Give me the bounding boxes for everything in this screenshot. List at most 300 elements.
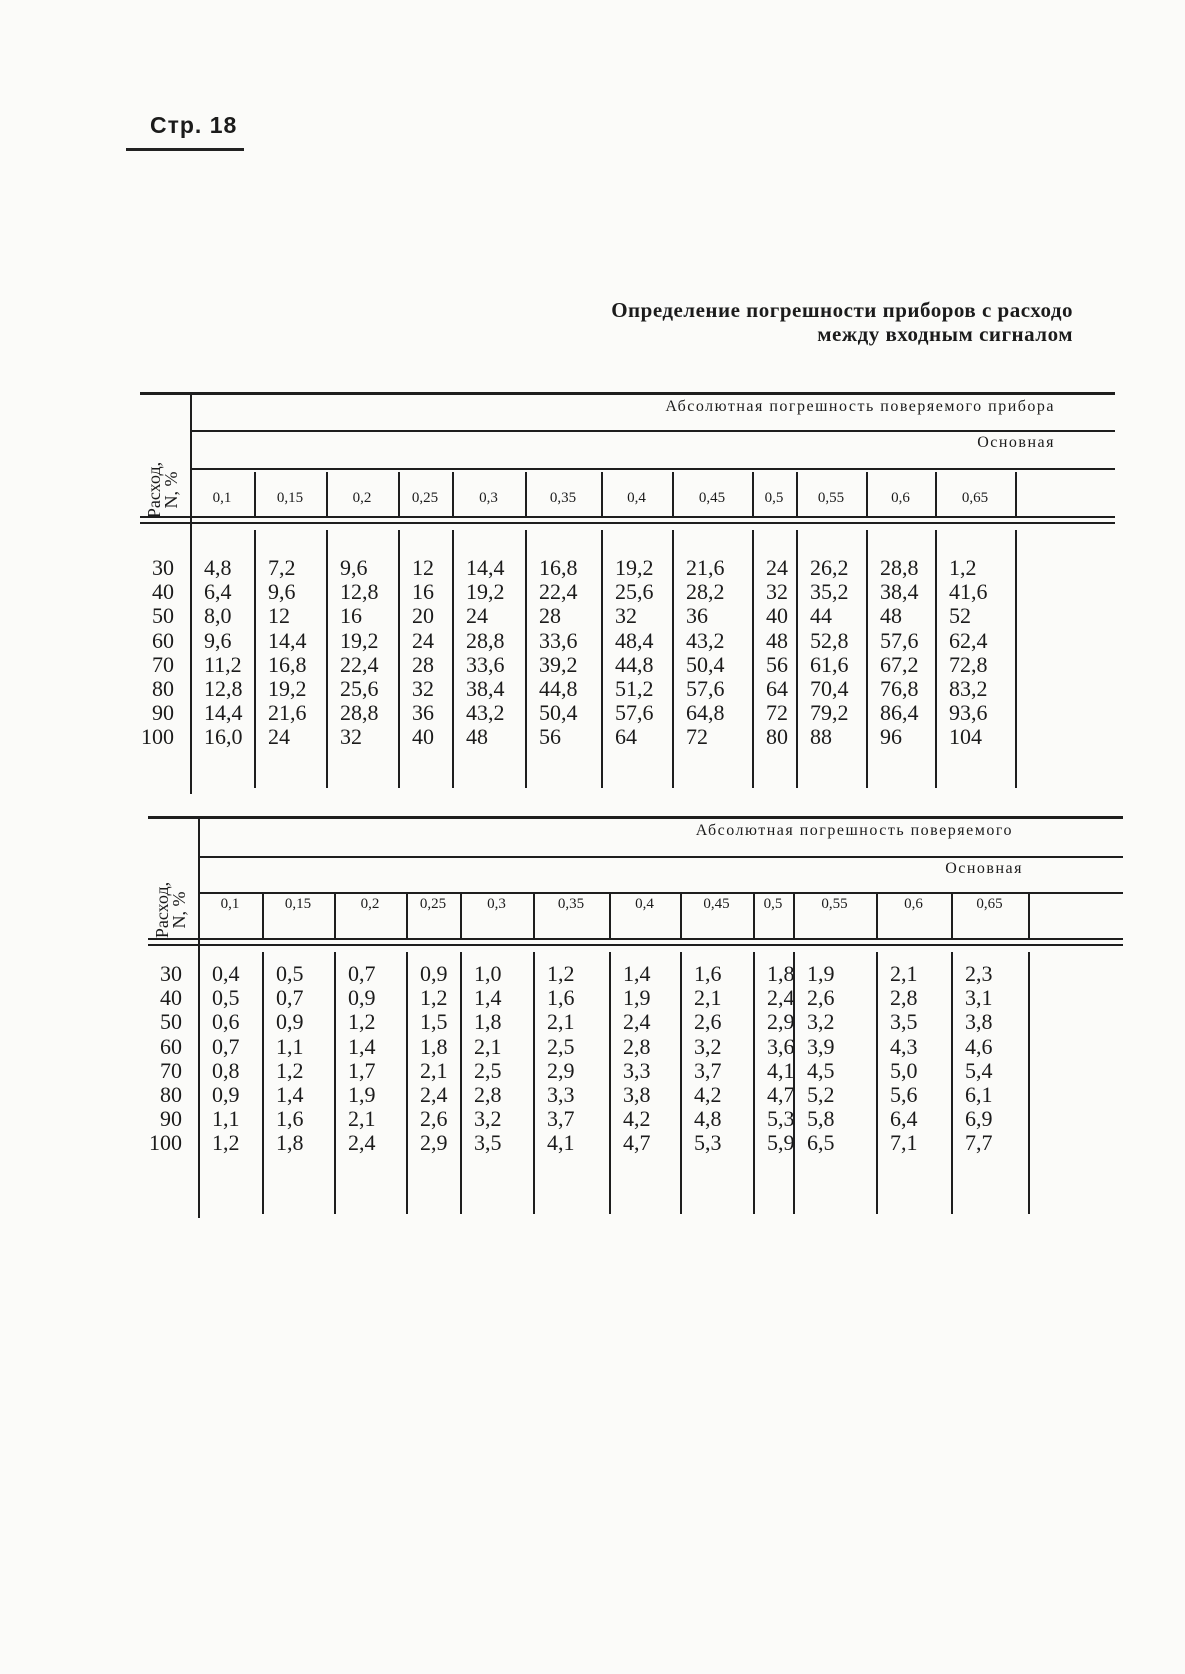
value-column-divider [672, 530, 674, 788]
header-absolute-error: Абсолютная погрешность поверяемого прибора [665, 398, 1055, 415]
table-cell: 1,2 [547, 961, 575, 986]
table-cell: 1,2 [276, 1057, 304, 1083]
table-cell: 3,9 [807, 1033, 835, 1059]
header-rule-2 [198, 892, 1123, 894]
table-cell: 40 [412, 724, 434, 750]
column-head: 0,55 [821, 896, 848, 912]
table-cell: 4,8 [694, 1106, 722, 1132]
flow-column-divider [198, 818, 200, 1218]
table-cell: 0,4 [212, 961, 240, 986]
table-cell: 57,6 [615, 700, 654, 726]
table-cell: 104 [949, 724, 982, 750]
table-cell: 0,7 [212, 1033, 240, 1059]
value-column [623, 962, 651, 1156]
value-column [276, 962, 304, 1156]
table-cell: 1,8 [767, 961, 795, 986]
value-column-divider [406, 952, 408, 1214]
flow-value: 60 [160, 1033, 182, 1059]
value-column-divider [334, 952, 336, 1214]
value-column [949, 556, 988, 750]
column-head: 0,55 [817, 490, 845, 506]
table-cell: 96 [880, 724, 902, 750]
table-cell: 0,5 [276, 961, 304, 986]
flow-value: 80 [152, 675, 174, 701]
value-column [340, 556, 379, 750]
table-cell: 11,2 [204, 651, 242, 677]
header-double-rule-a [148, 938, 1123, 940]
table-cell: 2,5 [547, 1033, 575, 1059]
value-column [348, 962, 376, 1156]
column-head: 0,3 [479, 490, 498, 506]
table-cell: 4,1 [547, 1130, 575, 1156]
value-column [268, 556, 307, 750]
table-cell: 21,6 [686, 555, 725, 580]
table-cell: 28,8 [466, 627, 505, 653]
table-cell: 19,2 [615, 555, 654, 580]
table-cell: 3,5 [890, 1009, 918, 1035]
value-column [694, 962, 722, 1156]
table-cell: 3,7 [694, 1057, 722, 1083]
table-cell: 28 [412, 651, 434, 677]
flow-value: 40 [152, 579, 174, 605]
table-cell: 4,7 [767, 1081, 795, 1107]
column-head: 0,35 [549, 490, 577, 506]
table-cell: 1,9 [623, 985, 651, 1011]
table-cell: 1,1 [276, 1033, 304, 1059]
header-absolute-error: Абсолютная погрешность поверяемого [695, 822, 1013, 839]
table-cell: 0,8 [212, 1057, 240, 1083]
table-cell: 2,3 [965, 961, 993, 986]
column-head: 0,5 [764, 490, 784, 506]
column-head: 0,15 [284, 896, 312, 912]
column-head: 0,25 [411, 490, 439, 506]
table-cell: 39,2 [539, 651, 578, 677]
table-cell: 52 [949, 603, 971, 629]
table-cell: 3,6 [767, 1033, 795, 1059]
table-cell: 16,0 [204, 724, 243, 750]
table-cell: 0,7 [348, 961, 376, 986]
table-cell: 3,2 [694, 1033, 722, 1059]
value-column [615, 556, 654, 750]
table-cell: 9,6 [204, 627, 232, 653]
header-basic: Основная [945, 860, 1023, 877]
column-head: 0,25 [419, 896, 447, 912]
table-cell: 93,6 [949, 700, 988, 726]
table-cell: 6,4 [890, 1106, 918, 1132]
table-cell: 2,8 [623, 1033, 651, 1059]
column-head: 0,2 [360, 896, 380, 912]
table-cell: 44 [810, 603, 832, 629]
table-cell: 2,1 [694, 985, 722, 1011]
value-column-divider [935, 530, 937, 788]
header-rule-1 [190, 430, 1115, 432]
table-cell: 1,2 [949, 555, 977, 580]
table-cell: 50,4 [686, 651, 725, 677]
table-cell: 32 [766, 579, 788, 605]
value-column-divider [752, 530, 754, 788]
table-cell: 1,9 [348, 1081, 376, 1107]
table-cell: 1,5 [420, 1009, 448, 1035]
column-head: 0,1 [220, 896, 240, 912]
value-column [466, 556, 505, 750]
table-cell: 0,6 [212, 1009, 240, 1035]
table-cell: 1,6 [547, 985, 575, 1011]
table-cell: 3,2 [474, 1106, 502, 1132]
value-column-divider [609, 952, 611, 1214]
page-number: Стр. 18 [150, 112, 238, 138]
table-cell: 2,9 [547, 1057, 575, 1083]
table-cell: 0,9 [276, 1009, 304, 1035]
value-column-divider [1015, 530, 1017, 788]
table-cell: 12 [268, 603, 290, 629]
flow-axis-label [154, 864, 194, 956]
value-column [420, 962, 448, 1156]
table-cell: 7,2 [268, 555, 296, 580]
table-cell: 1,6 [694, 961, 722, 986]
table-cell: 3,3 [623, 1057, 651, 1083]
table-cell: 14,4 [466, 555, 505, 580]
table-cell: 28,2 [686, 579, 725, 605]
table-cell: 28 [539, 603, 561, 629]
table-cell: 20 [412, 603, 434, 629]
table-cell: 6,9 [965, 1106, 993, 1132]
table-cell: 2,4 [348, 1130, 376, 1156]
table-cell: 6,1 [965, 1081, 993, 1107]
table-cell: 2,1 [890, 961, 918, 986]
table-cell: 5,2 [807, 1081, 835, 1107]
value-column [204, 556, 243, 750]
value-column-divider [262, 952, 264, 1214]
table-cell: 48,4 [615, 627, 654, 653]
table-cell: 16 [412, 579, 434, 605]
title-line-1: Определение погрешности приборов с расходо [611, 298, 1073, 322]
table-cell: 16,8 [268, 651, 307, 677]
table-cell: 2,9 [767, 1009, 795, 1035]
table-cell: 6,4 [204, 579, 232, 605]
header-rule-2 [190, 468, 1115, 470]
table-cell: 2,1 [474, 1033, 502, 1059]
value-column [810, 556, 849, 750]
header-double-rule-b [148, 944, 1123, 946]
table-cell: 28,8 [880, 555, 919, 580]
header-column-divider [1028, 894, 1030, 938]
column-head: 0,2 [352, 490, 372, 506]
table-cell: 1,2 [212, 1130, 240, 1156]
table-cell: 33,6 [539, 627, 578, 653]
value-column [965, 962, 993, 1156]
table-cell: 4,7 [623, 1130, 651, 1156]
column-head: 0,35 [557, 896, 585, 912]
table-cell: 2,1 [420, 1057, 448, 1083]
table-cell: 43,2 [466, 700, 505, 726]
table-cell: 3,2 [807, 1009, 835, 1035]
page-number-underline [126, 148, 244, 151]
table-cell: 14,4 [204, 700, 243, 726]
flow-value: 30 [160, 961, 182, 986]
value-column [766, 556, 788, 750]
table-cell: 25,6 [340, 675, 379, 701]
table-cell: 72 [766, 700, 788, 726]
table-cell: 1,4 [276, 1081, 304, 1107]
table-cell: 1,4 [623, 961, 651, 986]
flow-value: 50 [152, 603, 174, 629]
table-cell: 36 [412, 700, 434, 726]
table-cell: 2,8 [890, 985, 918, 1011]
value-column-divider [753, 952, 755, 1214]
value-column [890, 962, 918, 1156]
value-column-divider [601, 530, 603, 788]
table-cell: 6,5 [807, 1130, 835, 1156]
table-cell: 2,6 [694, 1009, 722, 1035]
value-column-divider [452, 530, 454, 788]
table-cell: 2,9 [420, 1130, 448, 1156]
table-cell: 51,2 [615, 675, 654, 701]
table-cell: 33,6 [466, 651, 505, 677]
table-cell: 2,1 [547, 1009, 575, 1035]
flow-label-line-1: Расход, [144, 461, 164, 519]
column-head: 0,4 [627, 490, 646, 506]
table-cell: 4,5 [807, 1057, 835, 1083]
table-cell: 5,8 [807, 1106, 835, 1132]
table-cell: 3,7 [547, 1106, 575, 1132]
table-cell: 3,8 [965, 1009, 993, 1035]
value-column [547, 962, 575, 1156]
value-column-divider [460, 952, 462, 1214]
flow-value: 70 [152, 651, 174, 677]
title-line-2: между входным сигналом [817, 322, 1073, 346]
table-cell: 16 [340, 603, 362, 629]
table-cell: 5,4 [965, 1057, 993, 1083]
flow-value: 100 [141, 724, 174, 750]
table-cell: 0,9 [420, 961, 448, 986]
table-cell: 32 [340, 724, 362, 750]
table-cell: 64,8 [686, 700, 725, 726]
table-cell: 1,8 [420, 1033, 448, 1059]
table-cell: 1,8 [474, 1009, 502, 1035]
table-cell: 86,4 [880, 700, 919, 726]
flow-column-divider [190, 394, 192, 794]
table-cell: 2,4 [623, 1009, 651, 1035]
flow-value: 30 [152, 555, 174, 580]
column-head: 0,3 [487, 896, 506, 912]
table-cell: 1,4 [348, 1033, 376, 1059]
column-head: 0,15 [276, 490, 304, 506]
flow-value: 90 [160, 1106, 182, 1132]
value-column-divider [951, 952, 953, 1214]
table-cell: 1,4 [474, 985, 502, 1011]
table-cell: 44,8 [615, 651, 654, 677]
table-cell: 1,2 [348, 1009, 376, 1035]
table-cell: 70,4 [810, 675, 849, 701]
table-cell: 1,0 [474, 961, 502, 986]
table-cell: 72,8 [949, 651, 988, 677]
table-cell: 26,2 [810, 555, 849, 580]
table-cell: 32 [615, 603, 637, 629]
table-cell: 36 [686, 603, 708, 629]
flow-axis-label [146, 444, 186, 536]
table-cell: 5,0 [890, 1057, 918, 1083]
header-rule-1 [198, 856, 1123, 858]
header-column-divider [1015, 472, 1017, 516]
table-cell: 1,1 [212, 1106, 240, 1132]
table-cell: 9,6 [340, 555, 368, 580]
table-cell: 1,8 [276, 1130, 304, 1156]
table-cell: 2,6 [420, 1106, 448, 1132]
value-column [539, 556, 578, 750]
table-cell: 3,8 [623, 1081, 651, 1107]
value-column [686, 556, 725, 750]
flow-value: 70 [160, 1057, 182, 1083]
table-cell: 1,7 [348, 1057, 376, 1083]
table-cell: 16,8 [539, 555, 578, 580]
table-cell: 83,2 [949, 675, 988, 701]
table-cell: 48 [880, 603, 902, 629]
value-column [212, 962, 240, 1156]
value-column-divider [1028, 952, 1030, 1214]
table-cell: 12,8 [340, 579, 379, 605]
value-column [880, 556, 919, 750]
column-head: 0,45 [698, 490, 726, 506]
table-cell: 5,3 [694, 1130, 722, 1156]
table-cell: 67,2 [880, 651, 919, 677]
table-cell: 7,1 [890, 1130, 918, 1156]
table-cell: 79,2 [810, 700, 849, 726]
value-column-divider [326, 530, 328, 788]
value-column-divider [680, 952, 682, 1214]
table-cell: 4,8 [204, 555, 232, 580]
table-cell: 88 [810, 724, 832, 750]
table-cell: 7,7 [965, 1130, 993, 1156]
value-column-divider [876, 952, 878, 1214]
table-cell: 4,2 [694, 1081, 722, 1107]
table-cell: 24 [466, 603, 488, 629]
table-cell: 40 [766, 603, 788, 629]
table-cell: 0,9 [348, 985, 376, 1011]
value-column [412, 556, 434, 750]
table-cell: 2,5 [474, 1057, 502, 1083]
table-cell: 5,9 [767, 1130, 795, 1156]
flow-label-line-1: Расход, [152, 881, 172, 939]
flow-value: 90 [152, 700, 174, 726]
value-column-divider [533, 952, 535, 1214]
flow-label-line-2: N, % [169, 891, 189, 929]
table-cell: 80 [766, 724, 788, 750]
column-head: 0,4 [635, 896, 654, 912]
flow-values [140, 556, 174, 750]
table-cell: 52,8 [810, 627, 849, 653]
table-cell: 48 [766, 627, 788, 653]
table-cell: 24 [268, 724, 290, 750]
error-table-1 [140, 388, 1115, 796]
table-cell: 76,8 [880, 675, 919, 701]
flow-value: 100 [149, 1130, 182, 1156]
flow-value: 80 [160, 1081, 182, 1107]
table-cell: 14,4 [268, 627, 307, 653]
table-cell: 62,4 [949, 627, 988, 653]
column-head: 0,65 [976, 896, 1003, 912]
table-cell: 64 [615, 724, 637, 750]
flow-value: 60 [152, 627, 174, 653]
error-table-2 [148, 812, 1123, 1222]
table-cell: 5,3 [767, 1106, 795, 1132]
table-cell: 2,8 [474, 1081, 502, 1107]
table-cell: 22,4 [340, 651, 379, 677]
table-cell: 43,2 [686, 627, 725, 653]
value-column-divider [254, 530, 256, 788]
table-cell: 2,6 [807, 985, 835, 1011]
table-cell: 19,2 [466, 579, 505, 605]
table-cell: 2,4 [420, 1081, 448, 1107]
column-head: 0,65 [961, 490, 989, 506]
table-cell: 4,1 [767, 1057, 795, 1083]
column-head: 0,6 [904, 896, 923, 912]
table-cell: 28,8 [340, 700, 379, 726]
table-cell: 9,6 [268, 579, 296, 605]
value-column-divider [525, 530, 527, 788]
header-double-rule-a [140, 516, 1115, 518]
column-head: 0,6 [891, 490, 910, 506]
table-cell: 32 [412, 675, 434, 701]
column-head: 0,1 [212, 490, 232, 506]
table-cell: 57,6 [686, 675, 725, 701]
value-column [767, 962, 795, 1156]
table-cell: 48 [466, 724, 488, 750]
column-head: 0,5 [763, 896, 783, 912]
table-cell: 4,3 [890, 1033, 918, 1059]
page-title [373, 298, 1073, 346]
table-cell: 2,1 [348, 1106, 376, 1132]
table-cell: 4,2 [623, 1106, 651, 1132]
value-column-divider [866, 530, 868, 788]
value-column-divider [398, 530, 400, 788]
table-cell: 22,4 [539, 579, 578, 605]
table-cell: 0,5 [212, 985, 240, 1011]
table-cell: 61,6 [810, 651, 849, 677]
table-cell: 3,1 [965, 985, 993, 1011]
column-head: 0,45 [703, 896, 730, 912]
table-cell: 0,9 [212, 1081, 240, 1107]
table-cell: 0,7 [276, 985, 304, 1011]
table-cell: 25,6 [615, 579, 654, 605]
table-cell: 19,2 [340, 627, 379, 653]
flow-value: 50 [160, 1009, 182, 1035]
table-cell: 12,8 [204, 675, 243, 701]
table-cell: 24 [412, 627, 434, 653]
value-column [807, 962, 835, 1156]
header-double-rule-b [140, 522, 1115, 524]
table-cell: 3,3 [547, 1081, 575, 1107]
top-rule [148, 816, 1123, 819]
table-cell: 5,6 [890, 1081, 918, 1107]
table-cell: 50,4 [539, 700, 578, 726]
table-cell: 72 [686, 724, 708, 750]
table-cell: 56 [539, 724, 561, 750]
table-cell: 2,4 [767, 985, 795, 1011]
table-cell: 8,0 [204, 603, 232, 629]
table-cell: 38,4 [466, 675, 505, 701]
table-cell: 57,6 [880, 627, 919, 653]
flow-label-line-2: N, % [161, 471, 181, 509]
table-cell: 56 [766, 651, 788, 677]
table-cell: 38,4 [880, 579, 919, 605]
flow-values [148, 962, 182, 1156]
table-cell: 44,8 [539, 675, 578, 701]
table-cell: 21,6 [268, 700, 307, 726]
value-column [474, 962, 502, 1156]
table-cell: 19,2 [268, 675, 307, 701]
table-cell: 4,6 [965, 1033, 993, 1059]
table-cell: 12 [412, 555, 434, 580]
